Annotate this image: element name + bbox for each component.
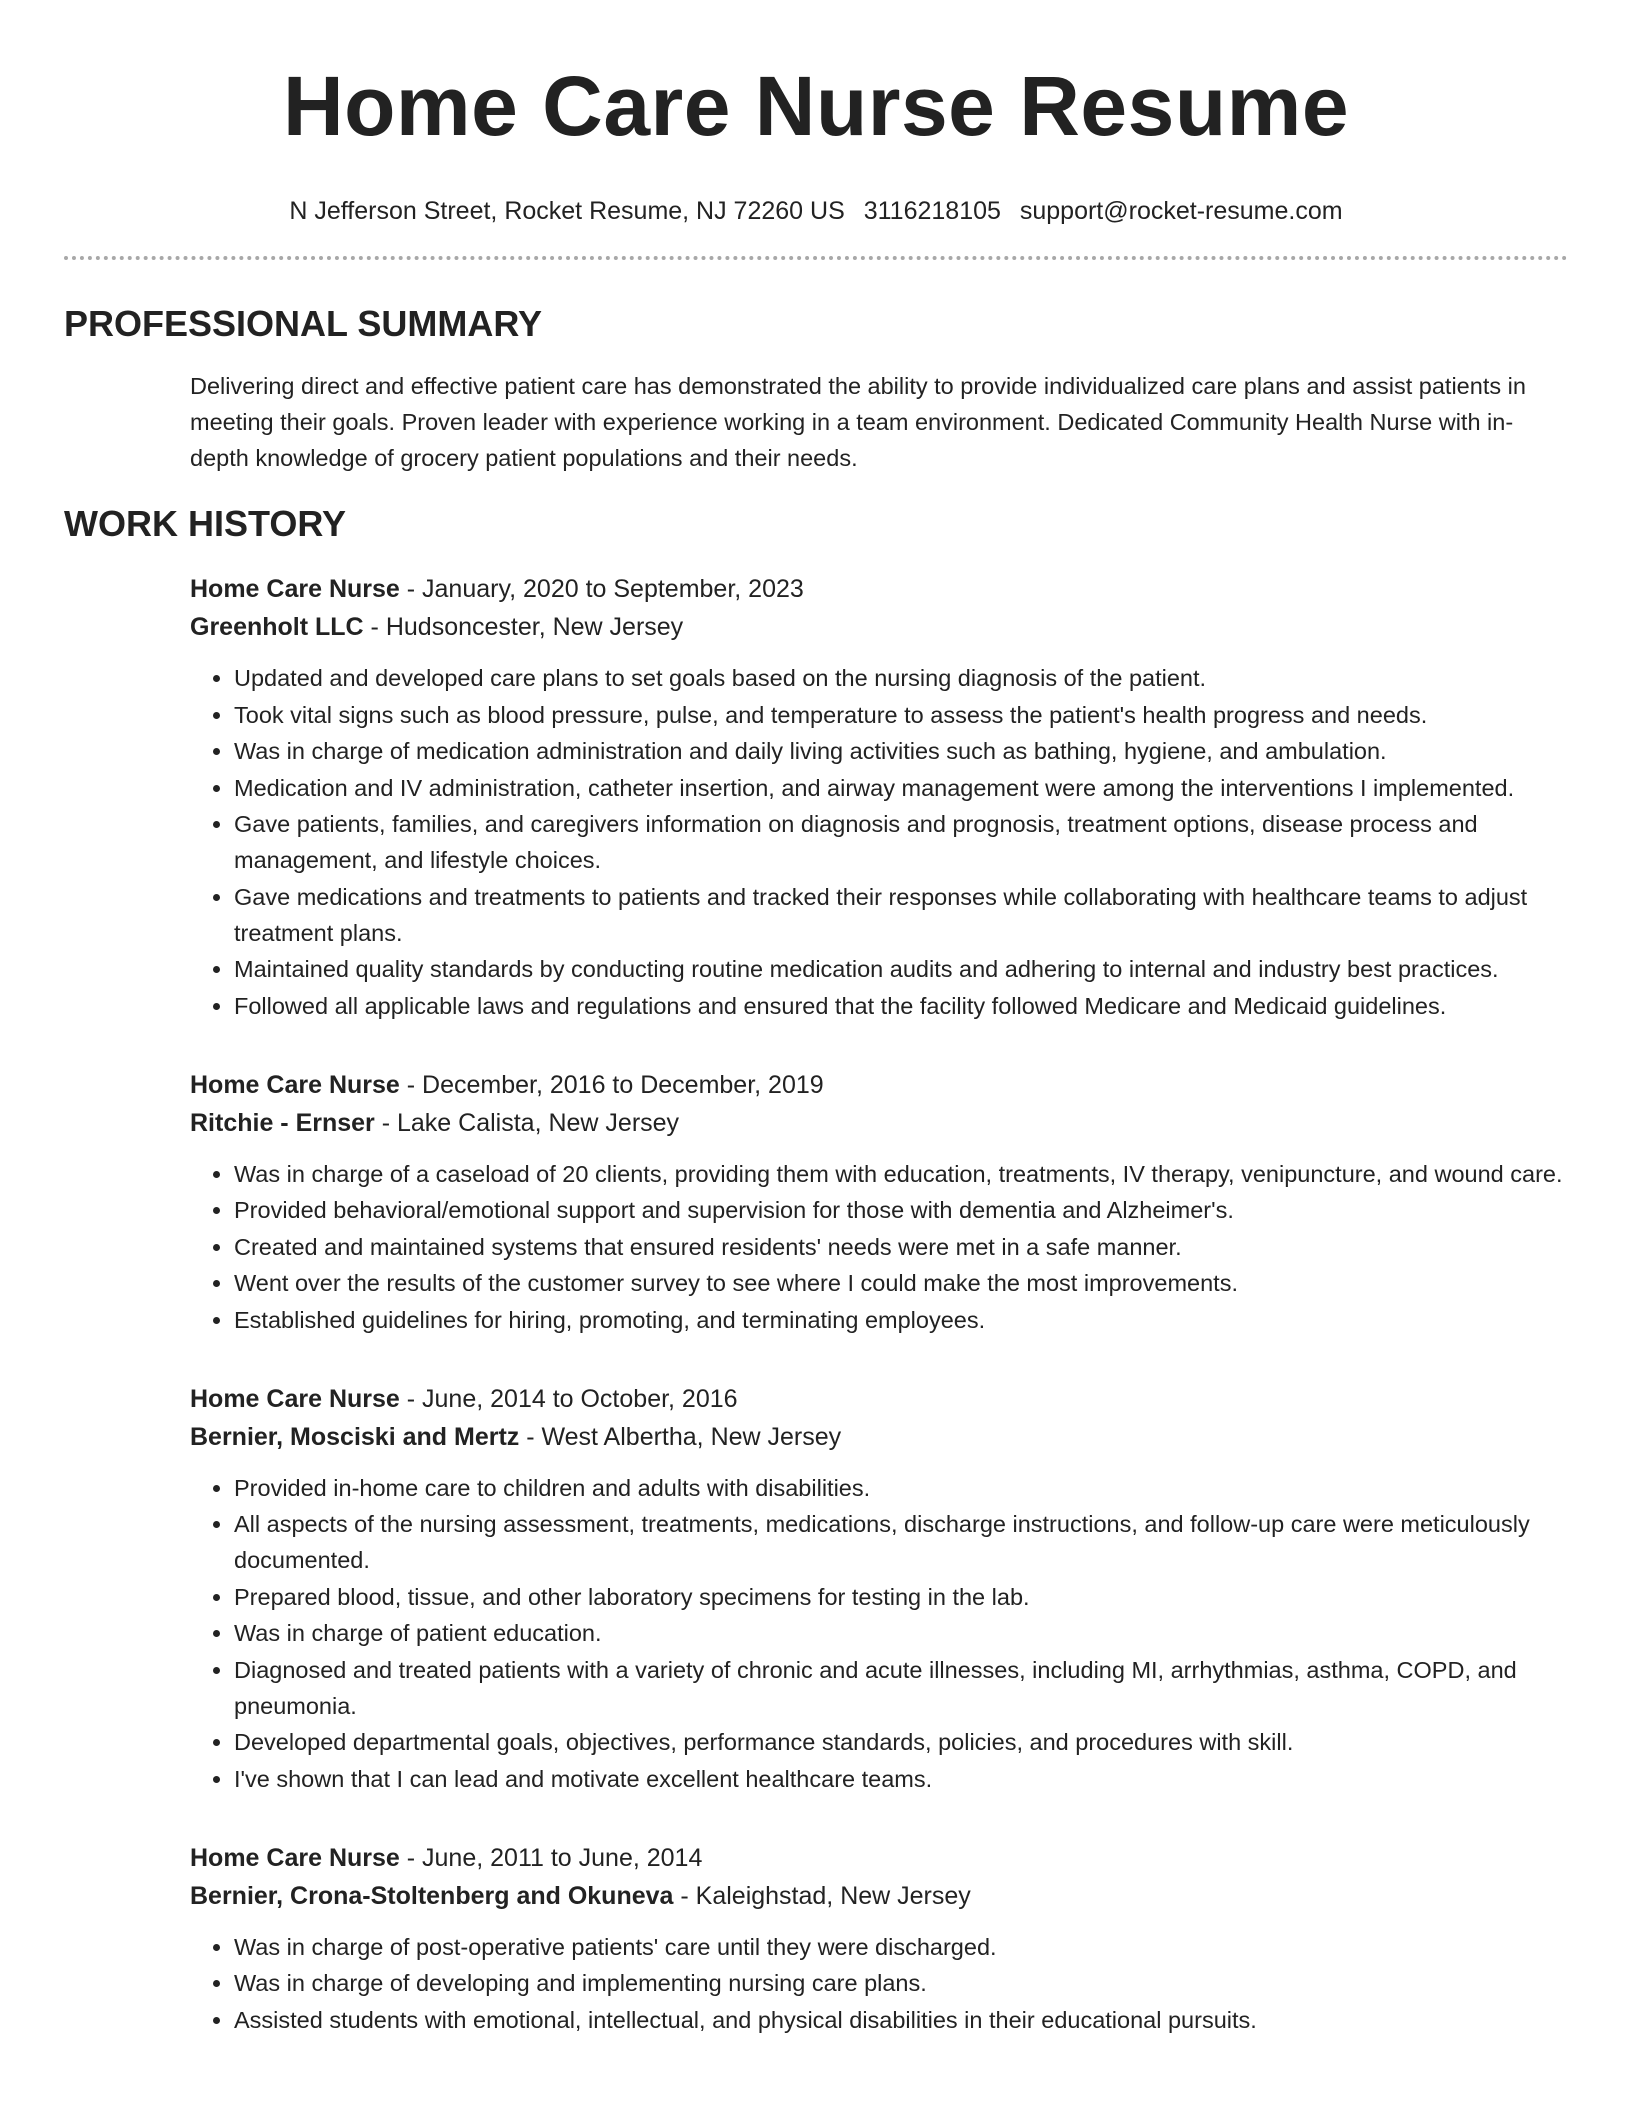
job-location: - West Albertha, New Jersey	[519, 1422, 842, 1451]
job-bullet: • Updated and developed care plans to set goals based on the nursing diagnosis of the patient.	[234, 660, 1568, 696]
job-dates: - January, 2020 to September, 2023	[399, 575, 804, 603]
job-bullet: • Gave patients, families, and caregivers information on diagnosis and prognosis, treatment options, disease process and management, and lifestyle choices.	[234, 806, 1568, 878]
job-company-line	[190, 608, 1568, 646]
job-entry	[190, 1380, 1568, 1797]
job-company: Bernier, Crona-Stoltenberg and Okuneva	[190, 1881, 674, 1910]
job-bullet: • Took vital signs such as blood pressure, pulse, and temperature to assess the patient's health progress and needs.	[234, 697, 1568, 733]
job-company: Greenholt LLC	[190, 613, 364, 641]
job-dates: - June, 2014 to October, 2016	[399, 1384, 738, 1413]
job-bullets	[190, 1929, 1568, 2038]
job-bullet: • I've shown that I can lead and motivate excellent healthcare teams.	[234, 1761, 1568, 1797]
job-bullet: • Was in charge of a caseload of 20 clients, providing them with education, treatments, IV therapy, venipuncture, and wound care.	[234, 1156, 1568, 1192]
job-bullet: • Was in charge of developing and implementing nursing care plans.	[234, 1965, 1568, 2001]
job-bullet: • Provided behavioral/emotional support and supervision for those with dementia and Alzheimer's.	[234, 1192, 1568, 1228]
job-role: Home Care Nurse	[190, 1843, 400, 1872]
job-role-line	[190, 1380, 1568, 1418]
job-bullet: • Was in charge of medication administration and daily living activities such as bathing, hygiene, and ambulation.	[234, 733, 1568, 769]
job-role: Home Care Nurse	[190, 1070, 400, 1099]
job-dates: - June, 2011 to June, 2014	[399, 1843, 703, 1872]
job-bullet: • Was in charge of patient education.	[234, 1615, 1568, 1651]
resume-title: Home Care Nurse Resume	[282, 59, 1350, 153]
job-location: - Hudsoncester, New Jersey	[363, 613, 684, 641]
job-bullet: • Was in charge of post-operative patients' care until they were discharged.	[234, 1929, 1568, 1965]
job-entry	[190, 1066, 1568, 1338]
summary-text: Delivering direct and effective patient care has demonstrated the ability to provide individualized care plans and assist patients in meeting their goals. Proven leader with experience working in a team environment. Dedicated Community Health Nurse with in-depth knowledge of grocery patient populations and their needs.	[190, 373, 1526, 471]
job-bullet: • Medication and IV administration, catheter insertion, and airway management were among the interventions I implemented.	[234, 770, 1568, 806]
job-bullets	[190, 1470, 1568, 1797]
job-bullets	[190, 1156, 1568, 1338]
job-role: Home Care Nurse	[190, 1384, 400, 1413]
job-bullet: • Gave medications and treatments to patients and tracked their responses while collaborating with healthcare teams to adjust treatment plans.	[234, 879, 1568, 951]
job-bullet: • Went over the results of the customer survey to see where I could make the most improvements.	[234, 1265, 1568, 1301]
summary-heading: PROFESSIONAL SUMMARY	[64, 303, 543, 344]
job-role: Home Care Nurse	[190, 575, 400, 603]
job-role-line	[190, 570, 1568, 608]
job-bullet: • Assisted students with emotional, intellectual, and physical disabilities in their educational pursuits.	[234, 2002, 1568, 2038]
job-company-line	[190, 1877, 1568, 1915]
job-bullets	[190, 660, 1568, 1024]
job-bullet: • All aspects of the nursing assessment, treatments, medications, discharge instructions, and follow-up care were meticulously documented.	[234, 1506, 1568, 1578]
job-company: Ritchie - Ernser	[190, 1108, 375, 1137]
contact-address: N Jefferson Street, Rocket Resume, NJ 72260 US	[289, 197, 845, 225]
job-bullet: • Maintained quality standards by conducting routine medication audits and adhering to internal and industry best practices.	[234, 951, 1568, 987]
job-bullet: • Provided in-home care to children and adults with disabilities.	[234, 1470, 1568, 1506]
job-dates: - December, 2016 to December, 2019	[399, 1070, 824, 1099]
job-bullet: • Developed departmental goals, objectives, performance standards, policies, and procedures with skill.	[234, 1724, 1568, 1760]
contact-line	[64, 196, 1568, 226]
job-bullet: • Followed all applicable laws and regulations and ensured that the facility followed Medicare and Medicaid guidelines.	[234, 988, 1568, 1024]
job-entry	[190, 1839, 1568, 2038]
contact-email[interactable]: support@rocket-resume.com	[1019, 197, 1343, 225]
job-role-line	[190, 1839, 1568, 1877]
job-role-line	[190, 1066, 1568, 1104]
job-bullet: • Diagnosed and treated patients with a variety of chronic and acute illnesses, including MI, arrhythmias, asthma, COPD, and pneumonia.	[234, 1652, 1568, 1724]
contact-phone[interactable]: 3116218105	[863, 197, 1001, 225]
work-history-heading: WORK HISTORY	[64, 503, 347, 544]
job-bullet: • Created and maintained systems that ensured residents' needs were met in a safe manner.	[234, 1229, 1568, 1265]
job-location: - Kaleighstad, New Jersey	[673, 1881, 971, 1910]
job-company-line	[190, 1418, 1568, 1456]
job-company: Bernier, Mosciski and Mertz	[190, 1422, 520, 1451]
job-company-line	[190, 1104, 1568, 1142]
job-location: - Lake Calista, New Jersey	[374, 1108, 680, 1137]
header-divider	[64, 256, 1568, 260]
job-bullet: • Prepared blood, tissue, and other laboratory specimens for testing in the lab.	[234, 1579, 1568, 1615]
job-bullet: • Established guidelines for hiring, promoting, and terminating employees.	[234, 1302, 1568, 1338]
job-entry	[190, 570, 1568, 1024]
